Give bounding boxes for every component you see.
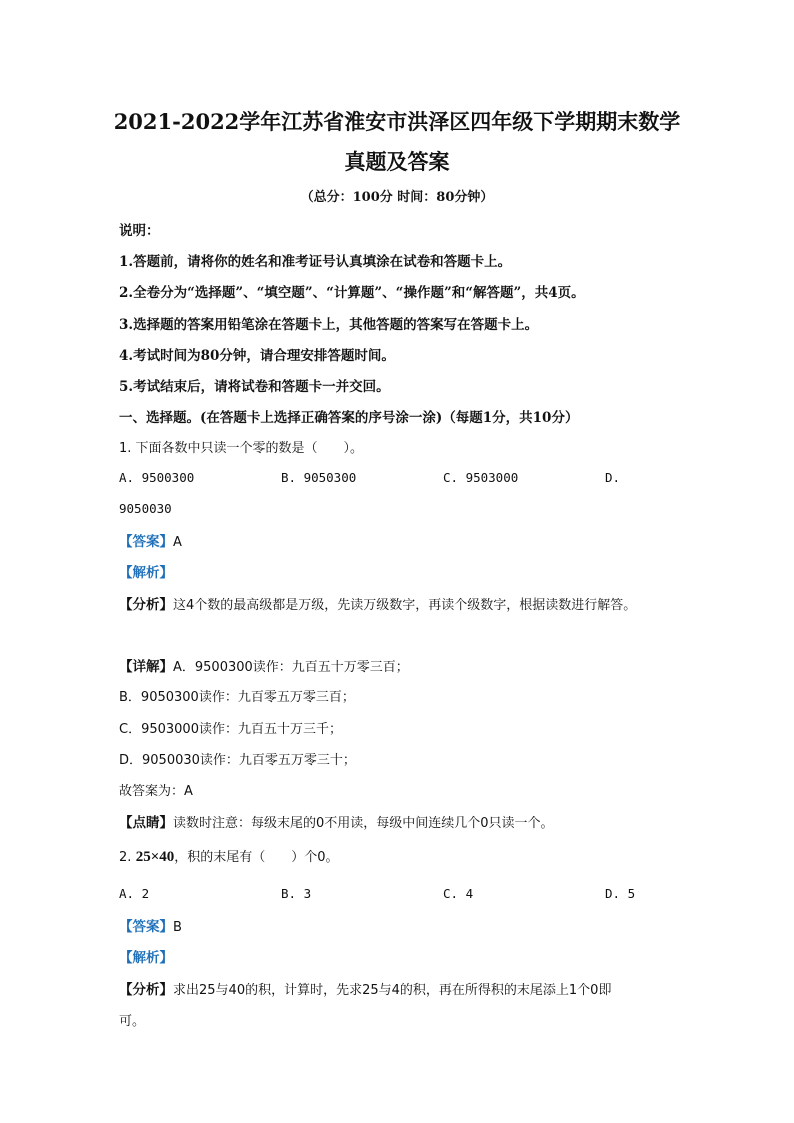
q1-option-a: A. 9500300 — [119, 470, 195, 485]
q1-answer-line — [119, 530, 182, 550]
q1-dianjing-line — [119, 811, 554, 831]
document-title-line-2: 真题及答案 — [344, 149, 450, 174]
q2-option-a: A. 2 — [119, 886, 150, 901]
q2-analysis-line — [119, 946, 173, 966]
q1-detail-line — [119, 655, 409, 675]
document-title-line-1: 2021-2022学年江苏省淮安市洪泽区四年级下学期期末数学 — [113, 109, 681, 134]
instruction-item: 4.考试时间为80分钟，请合理安排答题时间。 — [119, 348, 395, 364]
fenxi-text: 求出25与40的积，计算时，先求25与4的积，再在所得积的末尾添上1个0即 — [173, 983, 612, 998]
answer-value: A — [173, 535, 182, 550]
q1-option-c: C. 9503000 — [443, 470, 519, 485]
q1-option-d: D. — [605, 470, 621, 485]
q2-option-d: D. 5 — [605, 886, 636, 901]
analysis-tag: 【解析】 — [119, 565, 173, 581]
q1-option-d-value: 9050030 — [119, 501, 172, 516]
question-1-stem: 1. 下面各数中只读一个零的数是（ ）。 — [119, 441, 364, 456]
answer-value: B — [173, 920, 182, 935]
fenxi-tag: 【分析】 — [119, 982, 173, 998]
question-2-stem — [119, 846, 339, 866]
instruction-item: 1.答题前，请将你的姓名和准考证号认真填涂在试卷和答题卡上。 — [119, 254, 512, 270]
q1-detail-line: C．9503000读作：九百五十万三千； — [119, 722, 342, 737]
dianjing-tag: 【点睛】 — [119, 815, 173, 831]
instructions-heading: 说明： — [119, 223, 160, 239]
q2-expression: 25×40 — [135, 849, 175, 865]
q1-fenxi-line — [119, 593, 636, 613]
q2-fenxi-line — [119, 978, 611, 998]
q1-detail-line: B．9050300读作：九百零五万零三百； — [119, 690, 355, 705]
instruction-item: 3.选择题的答案用铅笔涂在答题卡上，其他答题的答案写在答题卡上。 — [119, 317, 539, 333]
analysis-tag: 【解析】 — [119, 950, 173, 966]
answer-tag: 【答案】 — [119, 919, 173, 935]
score-time-note: （总分：100分 时间：80分钟） — [300, 190, 494, 205]
q2-option-c: C. 4 — [443, 886, 474, 901]
instruction-item: 2.全卷分为“选择题”、“填空题”、“计算题”、“操作题”和“解答题”，共4页。 — [119, 285, 585, 301]
instruction-item: 5.考试结束后，请将试卷和答题卡一并交回。 — [119, 379, 390, 395]
fenxi-text: 这4个数的最高级都是万级，先读万级数字，再读个级数字，根据读数进行解答。 — [173, 598, 637, 613]
q1-detail-line: D．9050030读作：九百零五万零三十； — [119, 753, 356, 768]
dianjing-text: 读数时注意：每级末尾的0不用读，每级中间连续几个0只读一个。 — [173, 816, 554, 831]
detail-text: A．9500300读作：九百五十万零三百； — [173, 660, 409, 675]
answer-tag: 【答案】 — [119, 534, 173, 550]
q2-number: 2. — [119, 850, 132, 865]
q1-option-b: B. 9050300 — [281, 470, 357, 485]
fenxi-tag: 【分析】 — [119, 597, 173, 613]
q2-fenxi-continuation: 可。 — [119, 1014, 146, 1029]
q1-conclusion: 故答案为：A — [119, 784, 193, 799]
q2-answer-line — [119, 915, 182, 935]
q1-analysis-line — [119, 561, 173, 581]
q2-stem-rest: ，积的末尾有（ ）个0。 — [174, 850, 339, 865]
q2-option-b: B. 3 — [281, 886, 312, 901]
section-heading: 一、选择题。(在答题卡上选择正确答案的序号涂一涂)（每题1分，共10分） — [119, 410, 579, 426]
detail-tag: 【详解】 — [119, 659, 173, 675]
